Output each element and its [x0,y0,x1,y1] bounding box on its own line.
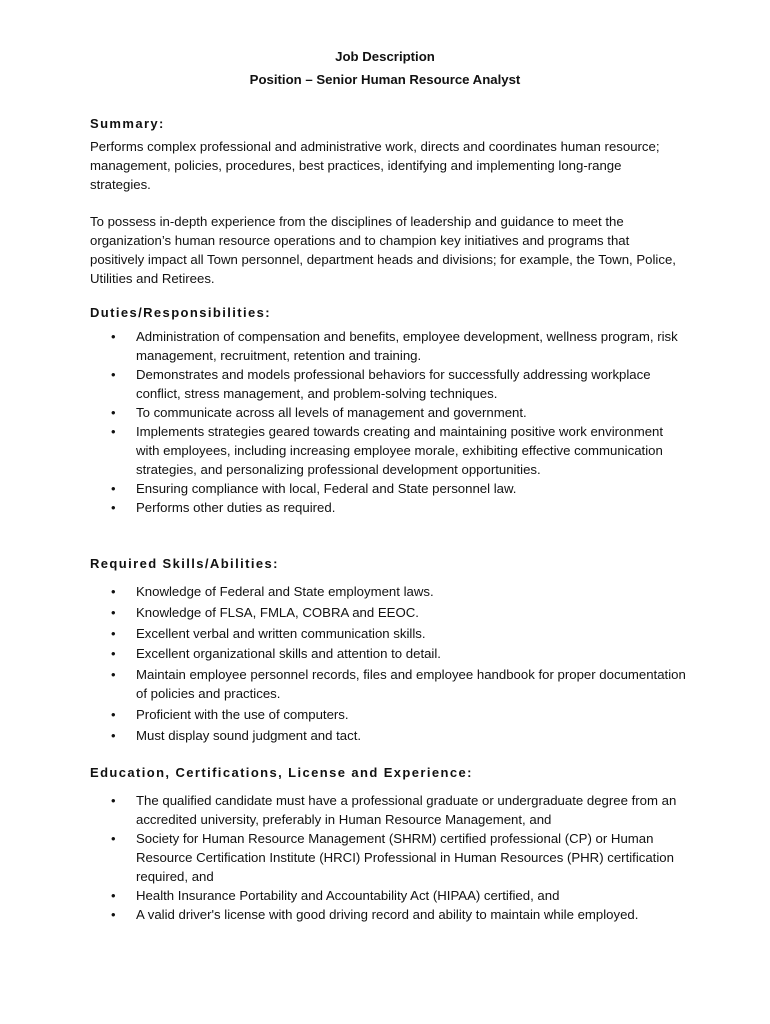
bullet: • [111,481,116,496]
list-item: • Proficient with the use of computers. [111,706,349,722]
list-item: • Excellent organizational skills and attention to detail. [111,646,441,662]
skills-list [90,582,690,747]
bullet: • [111,329,116,344]
bullet: • [111,604,116,620]
bullet: • [111,367,116,382]
duties-heading: Duties/Responsibilities: [90,305,271,320]
list-item: • Excellent verbal and written communication skills. [111,625,426,641]
bullet: • [111,424,116,439]
bullet: • [111,584,116,599]
list-item: • Ensuring compliance with local, Federal and State personnel law. [111,481,517,496]
list-item: • Knowledge of Federal and State employment laws. [111,584,434,599]
bullet: • [111,405,116,420]
skills-heading: Required Skills/Abilities: [90,556,279,571]
duties-list [90,327,690,517]
bullet: • [111,667,116,683]
list-item: • Health Insurance Portability and Accountability Act (HIPAA) certified, and [111,888,560,903]
bullet: • [111,625,116,641]
bullet: • [111,646,116,662]
bullet: • [111,907,116,922]
list-item: • The qualified candidate must have a professional graduate or undergraduate degree from an accredited university, preferably in Human Resource Management, and [111,793,677,827]
bullet: • [111,727,116,743]
list-item: • To communicate across all levels of management and government. [111,405,527,420]
list-item: • Implements strategies geared towards creating and maintaining positive work environment with employees, including increasing employee morale, exhibiting effective communication strategies, and personalizing professional development opportunities. [111,424,664,477]
position-title: Position – Senior Human Resource Analyst [249,72,521,87]
list-item: • Society for Human Resource Management (SHRM) certified professional (CP) or Human Resource Certification Institute (HRCI) Professional in Human Resources (PHR) certification required, and [111,831,674,884]
education-list [90,791,690,924]
list-item: • Demonstrates and models professional behaviors for successfully addressing workplace conflict, stress management, and problem-solving techniques. [111,367,651,401]
list-item: • Administration of compensation and benefits, employee development, wellness program, risk management, recruitment, retention and training. [111,329,678,363]
summary-paragraph-2: To possess in-depth experience from the disciplines of leadership and guidance to meet the organization’s human resource operations and to champion key initiatives and programs that positively impact all Town personnel, department heads and divisions; for example, the Town, Police, Utilities and Retirees. [90,214,676,286]
list-item: • Must display sound judgment and tact. [111,727,362,743]
document-title: Job Description [335,49,435,64]
list-item: • Knowledge of FLSA, FMLA, COBRA and EEOC. [111,604,419,620]
summary-paragraph-1: Performs complex professional and administrative work, directs and coordinates human resource; management, policies, procedures, best practices, identifying and implementing long-range strategies. [90,139,660,192]
list-item: • Maintain employee personnel records, files and employee handbook for proper documentation of policies and practices. [111,667,686,702]
bullet: • [111,831,116,846]
list-item: • A valid driver's license with good driving record and ability to maintain while employed. [111,907,639,922]
list-item: • Performs other duties as required. [111,500,336,515]
education-heading: Education, Certifications, License and Experience: [90,765,473,780]
bullet: • [111,888,116,903]
bullet: • [111,706,116,722]
bullet: • [111,793,116,808]
summary-heading: Summary: [90,116,165,131]
bullet: • [111,500,116,515]
